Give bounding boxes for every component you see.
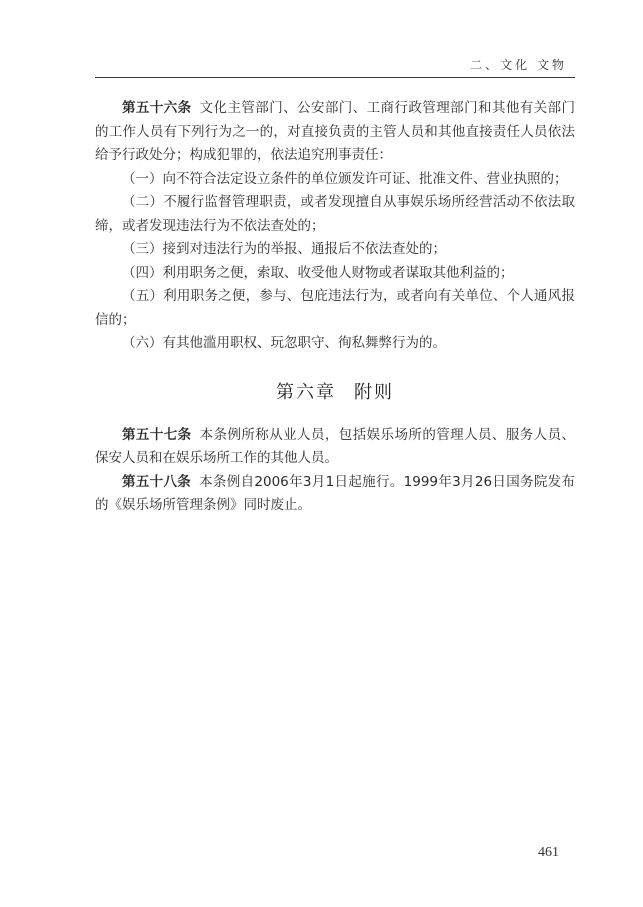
article-56-item-1: （一）向不符合法定设立条件的单位颁发许可证、批准文件、营业执照的； [122, 170, 568, 187]
chapter-title: 附则 [354, 381, 394, 403]
article-56-text: 文化主管部门、公安部门、工商行政管理部门和其他有关部门的工作人员有下列行为之一的，对直接负责的主管人员和其他直接责任人员依法给予行政处分；构成犯罪的，依法追究刑事责任： [95, 100, 576, 163]
article-56 [95, 97, 575, 168]
chapter-number: 第六章 [276, 381, 336, 403]
article-56-item-4: （四）利用职务之便，索取、收受他人财物或者谋取其他利益的； [122, 264, 514, 281]
running-header [95, 56, 575, 76]
page-body [95, 97, 575, 518]
article-56-item-5: （五）利用职务之便，参与、包庇违法行为，或者向有关单位、个人通风报信的； [95, 288, 575, 328]
article-56-item-6: （六）有其他滥用职权、玩忽职守、徇私舞弊行为的。 [122, 335, 446, 351]
article-58-label: 第五十八条 [122, 473, 192, 490]
article-57-text: 本条例所称从业人员，包括娱乐场所的管理人员、服务人员、保安人员和在娱乐场所工作的其他人员。 [95, 426, 576, 466]
article-56-label: 第五十六条 [122, 100, 192, 116]
article-57-label: 第五十七条 [122, 426, 192, 443]
page-number: 461 [538, 845, 559, 860]
article-56-item-2: （二）不履行监督管理职责，或者发现擅自从事娱乐场所经营活动不依法取缔，或者发现违法行为不依法查处的； [95, 194, 575, 234]
article-58-text: 本条例自2006年3月1日起施行。1999年3月26日国务院发布的《娱乐场所管理条例》同时废止。 [95, 473, 575, 513]
article-57 [95, 424, 575, 471]
chapter-heading [95, 380, 575, 406]
header-rule [95, 77, 575, 78]
running-title: 二、文化 文物 [470, 58, 567, 72]
article-58 [95, 471, 575, 518]
article-56-item-3: （三）接到对违法行为的举报、通报后不依法查处的； [122, 241, 446, 257]
